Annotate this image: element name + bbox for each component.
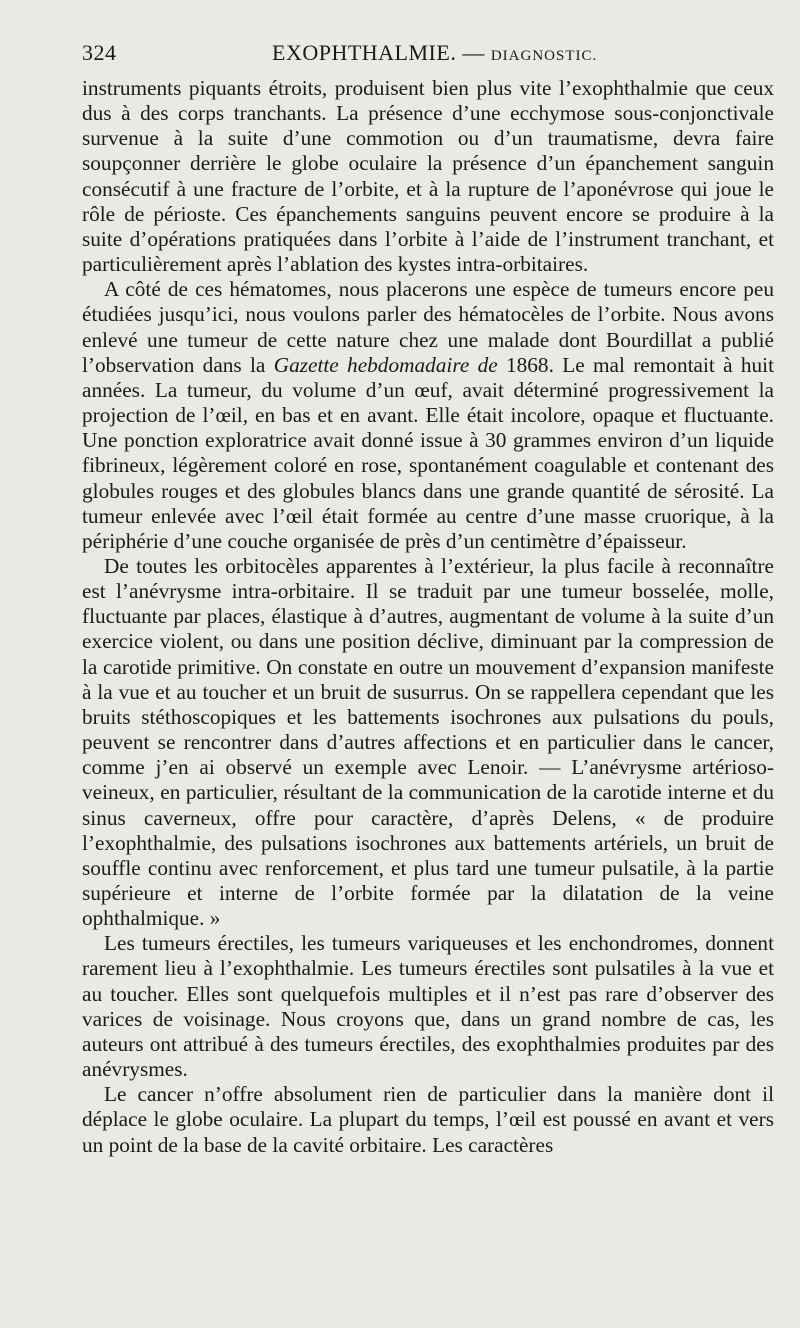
page-number: 324	[82, 40, 117, 65]
running-head	[272, 40, 597, 66]
journal-title: Gazette hebdomadaire de	[273, 352, 498, 377]
page-header	[82, 40, 774, 76]
paragraph-erectile-tumors: Les tumeurs érectiles, les tumeurs variqueuses et les enchondromes, donnent rarement lieu à l’exophthalmie. Les tumeurs érectiles sont pulsatiles à la vue et au toucher. Elles sont quelquefois multiples et il n’est pas rare d’observer des varices de voisinage. Nous croyons que, dans un grand nombre de cas, les auteurs ont attribué à des tumeurs érectiles, des exophthalmies produites par des anévrysmes.	[82, 931, 774, 1082]
paragraph-aneurysm: De toutes les orbitocèles apparentes à l’extérieur, la plus facile à reconnaître est l’anévrysme intra-orbitaire. Il se traduit par une tumeur bosselée, molle, fluctuante par places, élastique à d’autres, augmentant de volume à la suite d’un exercice violent, ou dans une position déclive, diminuant par la compression de la carotide primitive. On constate en outre un mouvement d’expansion manifeste à la vue et au toucher et un bruit de susurrus. On se rappellera cependant que les bruits stéthoscopiques et les battements isochrones aux pulsations du pouls, peuvent se rencontrer dans d’autres affections et en particulier dans le cancer, comme j’en ai observé un exemple avec Lenoir. — L’anévrysme artérioso-veineux, en particulier, résultant de la communication de la carotide interne et du sinus caverneux, offre pour caractère, d’après Delens, « de produire l’exophthalmie, des pulsations isochrones aux battements artériels, un bruit de souffle continu avec renforcement, et plus tard une tumeur pulsatile, à la partie supérieure et interne de l’orbite formée par la dilatation de la veine ophthalmique. »	[82, 553, 774, 931]
paragraph-hematoceles	[82, 277, 774, 554]
paragraph-text: A côté de ces hématomes, nous placerons une espèce de tumeurs encore peu étudiées jusqu’ici, nous voulons parler des hématocèles de l’orbite. Nous avons enlevé une tumeur de cette nature chez une malade dont Bourdillat a publié l’observation dans la	[82, 277, 774, 377]
paragraph-cancer: Le cancer n’offre absolument rien de particulier dans la manière dont il déplace le globe oculaire. La plupart du temps, l’œil est poussé en avant et vers un point de la base de la cavité orbitaire. Les caractères	[82, 1082, 774, 1157]
running-head-subtitle: DIAGNOSTIC.	[490, 48, 598, 64]
paragraph-continued: instruments piquants étroits, produisent bien plus vite l’exophthalmie que ceux dus à des corps tranchants. La présence d’une ecchymose sous-conjonctivale survenue à la suite d’une commotion ou d’un traumatisme, devra faire soupçonner derrière le globe oculaire la présence d’un épanchement sanguin consécutif à une fracture de l’orbite, et à la rupture de l’aponévrose qui joue le rôle de périoste. Ces épanchements sanguins peuvent encore se produire à la suite d’opérations pratiquées dans l’orbite à l’aide de l’instrument tranchant, et particulièrement après l’ablation des kystes intra-orbitaires.	[82, 76, 774, 277]
paragraph-text: 1868. Le mal remontait à huit années. La tumeur, du volume d’un œuf, avait déterminé progressivement la projection de l’œil, en bas et en avant. Elle était incolore, opaque et fluctuante. Une ponction exploratrice avait donné issue à 30 grammes environ d’un liquide fibrineux, légèrement coloré en rose, spontanément coagulable et contenant des globules rouges et des globules blancs dans une grande quantité de sérosité. La tumeur enlevée avec l’œil était formée au centre d’une masse cruorique, à la périphérie d’une couche organisée de près d’un centimètre d’épaisseur.	[82, 352, 774, 553]
running-head-dash: —	[462, 40, 485, 65]
running-head-title: EXOPHTHALMIE.	[272, 40, 457, 65]
body-text	[82, 76, 774, 1158]
